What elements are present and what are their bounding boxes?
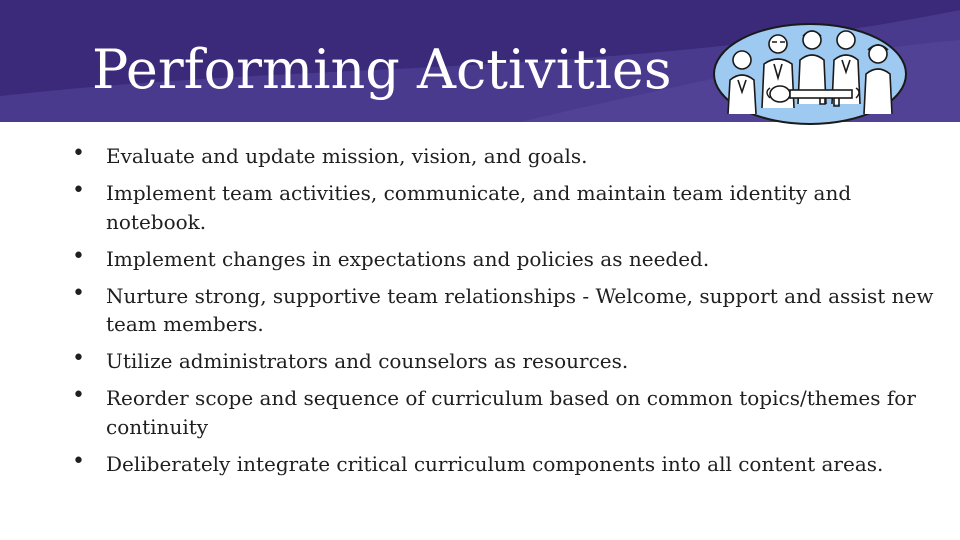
list-item (72, 179, 952, 236)
bullet-icon: • (72, 346, 85, 371)
list-item (72, 282, 952, 339)
bullet-text: Utilize administrators and counselors as resources. (106, 349, 629, 373)
bullet-text: Reorder scope and sequence of curriculum based on common topics/themes for continuity (106, 386, 916, 439)
bullet-icon: • (72, 141, 85, 166)
list-item (72, 142, 952, 171)
bullet-text: Implement changes in expectations and policies as needed. (106, 246, 710, 271)
bullet-text: Nurture strong, supportive team relationships - Welcome, support and assist new team members. (106, 283, 934, 336)
bullet-icon: • (72, 383, 85, 408)
list-item (72, 347, 952, 376)
team-holding-key-clipart (710, 18, 912, 126)
list-item (72, 245, 952, 274)
bullet-text: Implement team activities, communicate, and maintain team identity and notebook. (106, 181, 852, 234)
list-item (72, 450, 952, 479)
bullet-icon: • (72, 448, 85, 474)
bullet-icon: • (72, 280, 85, 306)
bullet-list (72, 142, 952, 487)
bullet-text: Evaluate and update mission, vision, and goals. (106, 144, 588, 168)
slide-title: Performing Activities (92, 38, 672, 101)
bullet-text: Deliberately integrate critical curriculum components into all content areas. (106, 451, 884, 476)
bullet-icon: • (72, 243, 85, 269)
bullet-icon: • (72, 178, 85, 203)
list-item (72, 384, 952, 441)
